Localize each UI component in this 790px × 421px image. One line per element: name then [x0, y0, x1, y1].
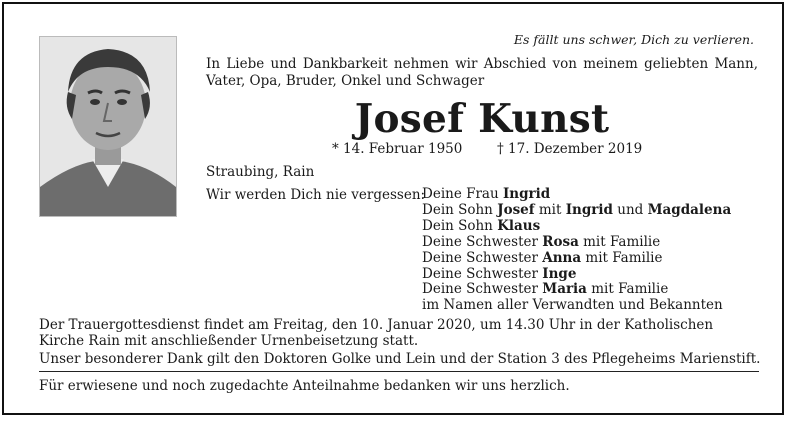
- mourner-relation: Dein Sohn: [422, 201, 498, 218]
- mourner-relation: Deine Schwester: [422, 281, 543, 298]
- mourner-name: Josef: [497, 201, 535, 218]
- mourner-name: Klaus: [497, 217, 541, 234]
- mourner-relation: mit: [534, 201, 566, 218]
- mourner-relation: mit Familie: [581, 249, 663, 266]
- mourner-relation: Deine Schwester: [422, 265, 543, 282]
- mourner-relation: Deine Frau: [422, 186, 503, 202]
- mourner-name: Rosa: [542, 233, 579, 250]
- remember-label: Wir werden Dich nie vergessen:: [206, 187, 426, 203]
- mourner-line: [422, 267, 731, 283]
- mourner-relation: Deine Schwester: [422, 249, 543, 266]
- mourner-line: [422, 298, 731, 314]
- thanks-text: Unser besonderer Dank gilt den Doktoren Golke und Lein und der Station 3 des Pflegeheims Marienstift.: [39, 351, 761, 367]
- mourner-relation: und: [612, 201, 648, 218]
- mourner-relation: mit Familie: [578, 233, 661, 250]
- intro-text: In Liebe und Dankbarkeit nehmen wir Abschied von meinem geliebten Mann, Vater, Opa, Bruder, Onkel und Schwager: [206, 56, 758, 89]
- mourner-line: [422, 219, 731, 235]
- mourner-line: [422, 251, 731, 267]
- divider: [39, 371, 759, 372]
- mourner-name: Maria: [542, 281, 587, 298]
- service-text: Der Trauergottesdienst findet am Freitag, den 10. Januar 2020, um 14.30 Uhr in der Katholischen Kirche Rain mit anschließender Urnenbeisetzung statt.: [39, 317, 714, 349]
- mourner-relation: mit Familie: [586, 281, 669, 298]
- mourner-line: [422, 203, 731, 219]
- mourner-relation: Deine Schwester: [422, 233, 543, 250]
- birth-date: * 14. Februar 1950: [332, 141, 463, 157]
- death-date: † 17. Dezember 2019: [497, 141, 643, 157]
- mourner-name: Magdalena: [647, 201, 732, 218]
- mourner-line: [422, 187, 731, 203]
- gratitude-text: Für erwiesene und noch zugedachte Anteilnahme bedanken wir uns herzlich.: [39, 378, 570, 394]
- mourner-name: Inge: [542, 265, 577, 282]
- obituary-notice: [2, 2, 784, 415]
- quote: Es fällt uns schwer, Dich zu verlieren.: [513, 32, 754, 47]
- mourner-name: Ingrid: [565, 201, 613, 218]
- mourner-relation: Dein Sohn: [422, 217, 498, 234]
- mourners-list: [422, 187, 731, 314]
- location: Straubing, Rain: [206, 164, 315, 180]
- mourner-name: Anna: [542, 249, 582, 266]
- mourner-line: [422, 235, 731, 251]
- portrait-photo: [39, 36, 177, 217]
- mourner-name: Ingrid: [502, 186, 551, 202]
- deceased-name: Josef Kunst: [354, 96, 610, 142]
- mourner-line: [422, 282, 731, 298]
- mourner-relation: im Namen aller Verwandten und Bekannten: [422, 297, 723, 314]
